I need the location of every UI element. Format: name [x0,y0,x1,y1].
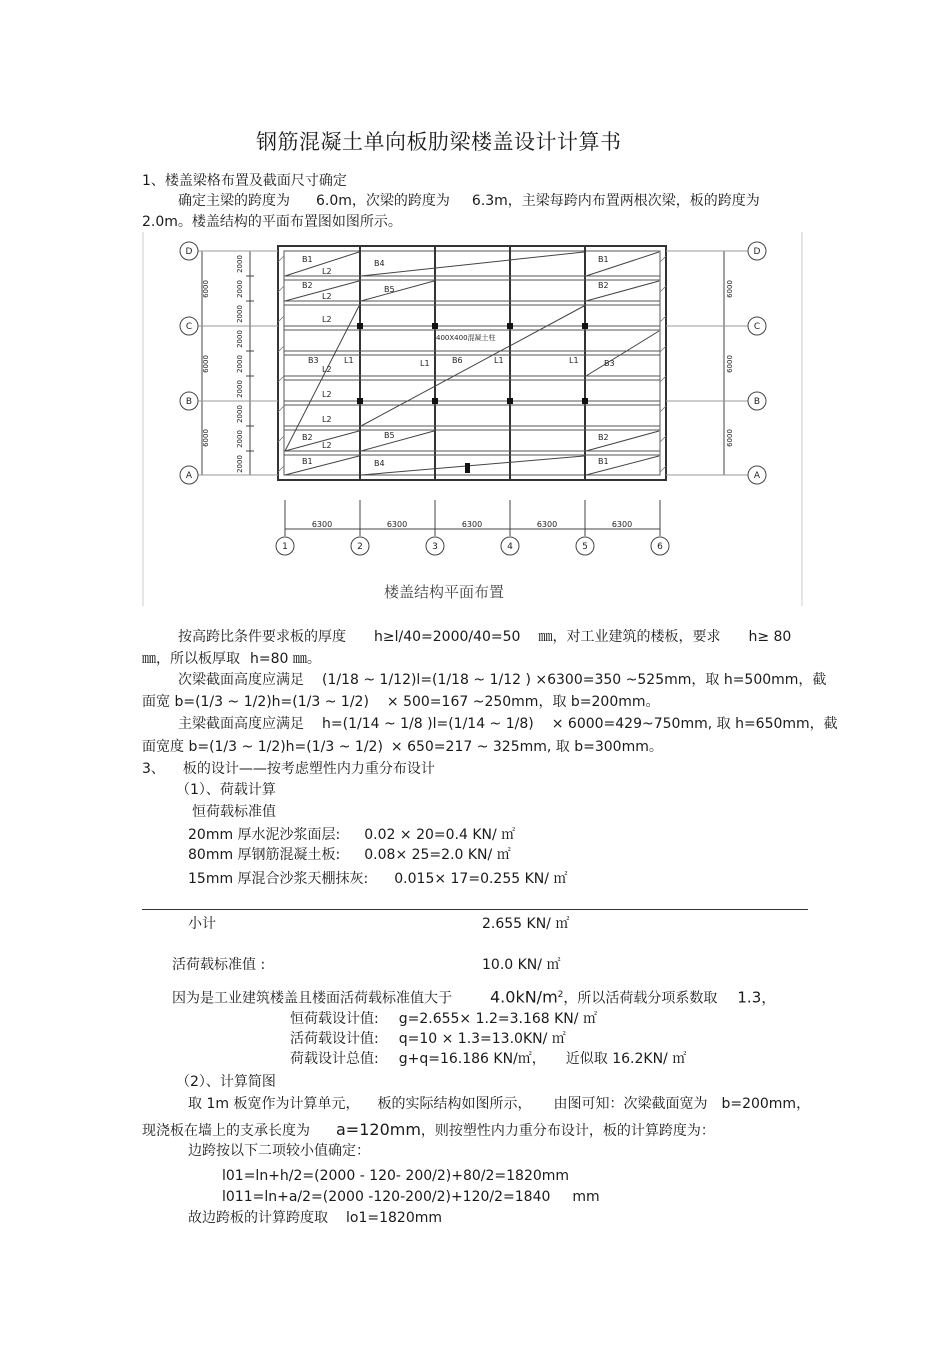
slab-label: B3 [308,356,319,365]
beam-label: L2 [322,365,332,374]
slab-label: B5 [384,431,395,440]
axis-bubble-letter: C [753,322,761,332]
beam-label: L2 [322,390,332,399]
column-note: 400X400混凝土柱 [436,334,496,342]
beam-label: L2 [322,415,332,424]
slab-label: B6 [452,356,463,365]
load-row-1: 20mm 厚水泥沙浆面层: 0.02 × 20=0.4 KN/ ㎡ [188,827,516,843]
beam-label: L2 [322,315,332,324]
axis-bubble-number: 2 [357,542,363,552]
span-label: 6300 [386,520,408,529]
live-load-label: 活荷载标准值 : [172,957,266,973]
subsection-calc-diagram: （2）、计算简图 [176,1074,276,1090]
dimension-label: 6000 [202,280,210,298]
paragraph-4-line-2: 面宽度 b=(1/3 ~ 1/2)h=(1/3 ~ 1/2) × 650=217 ~ 325mm, 取 b=300mm。 [142,739,663,755]
slab-label: B2 [302,281,313,290]
slab-label: B1 [598,255,609,264]
design-total-load: 荷载设计总值: g+q=16.186 KN/㎡， 近似取 16.2KN/ ㎡ [290,1051,687,1067]
dimension-label: 6000 [202,429,210,447]
axis-bubble-letter: A [185,471,193,481]
paragraph-2-line-1: 按高跨比条件要求板的厚度 h≥l/40=2000/40=50 ㎜，对工业建筑的楼板，要求 h≥ 80 [178,629,792,645]
slab-label: B5 [384,285,395,294]
section-1-heading: 1、楼盖梁格布置及截面尺寸确定 [142,173,347,189]
axis-bubble-letter: B [185,397,193,407]
dimension-label: 2000 [236,455,244,473]
paragraph-3-line-2: 面宽 b=(1/3 ~ 1/2)h=(1/3 ~ 1/2) × 500=167 ~250mm，取 b=200mm。 [142,694,660,710]
span-label: 6300 [536,520,558,529]
beam-label: L1 [569,356,579,365]
beam-label: L1 [344,356,354,365]
dead-load-std-heading: 恒荷载标准值 [192,804,276,820]
span-label: 6300 [461,520,483,529]
dimension-label: 6000 [726,355,734,373]
beam-label: L1 [494,356,504,365]
dimension-label: 2000 [236,380,244,398]
formula-1: l01=ln+h/2=(2000 - 120- 200/2)+80/2=1820mm [222,1168,570,1184]
load-row-3: 15mm 厚混合沙浆天棚抹灰: 0.015× 17=0.255 KN/ ㎡ [188,871,568,887]
beam-label: L2 [322,292,332,301]
axis-bubble-number: 3 [432,542,438,552]
floor-plan-drawing [142,232,804,606]
paragraph-1-line-1: 确定主梁的跨度为 6.0m，次梁的跨度为 6.3m，主梁每跨内布置两根次梁，板的跨度为 [178,193,760,209]
paragraph-2-line-2: ㎜，所以板厚取 h=80 ㎜。 [142,651,321,667]
dimension-label: 2000 [236,330,244,348]
dimension-label: 2000 [236,255,244,273]
slab-label: B1 [598,457,609,466]
dimension-label: 6000 [726,429,734,447]
slab-label: B1 [302,255,313,264]
paragraph-4-line-1: 主梁截面高度应满足 h=(1/14 ~ 1/8 )l=(1/14 ~ 1/8) × 6000=429~750mm, 取 h=650mm，截 [178,716,838,732]
slab-label: B3 [604,359,615,368]
subsection-load-calc: （1）、荷载计算 [176,782,276,798]
dimension-label: 2000 [236,355,244,373]
axis-bubble-number: 4 [507,542,513,552]
dimension-label: 6000 [726,280,734,298]
section-3-heading: 3、 板的设计——按考虑塑性内力重分布设计 [142,761,435,777]
dimension-label: 2000 [236,405,244,423]
formula-3: 故边跨板的计算跨度取 lo1=1820mm [188,1210,442,1226]
axis-bubble-letter: B [753,397,761,407]
slab-label: B4 [374,259,385,268]
axis-bubble-letter: D [753,247,761,257]
axis-bubble-letter: A [753,471,761,481]
span-label: 6300 [311,520,333,529]
paragraph-3-line-1: 次梁截面高度应满足 (1/18 ~ 1/12)l=(1/18 ~ 1/12 ) ×6300=350 ~525mm，取 h=500mm，截 [178,672,827,688]
paragraph-6: 现浇板在墙上的支承长度为 a=120mm，则按塑性内力重分布设计，板的计算跨度为： [142,1120,715,1139]
dimension-label: 2000 [236,430,244,448]
slab-label: B2 [598,433,609,442]
subtotal-label: 小计 [188,916,216,932]
subtotal-value: 2.655 KN/ ㎡ [482,916,570,932]
span-label: 6300 [611,520,633,529]
page-title: 钢筋混凝土单向板肋梁楼盖设计计算书 [256,130,622,154]
design-live-load: 活荷载设计值: q=10 × 1.3=13.0KN/ ㎡ [290,1031,566,1047]
dimension-label: 6000 [202,355,210,373]
beam-label: L2 [322,441,332,450]
plan-caption: 楼盖结构平面布置 [383,583,505,601]
paragraph-5: 取 1m 板宽作为计算单元， 板的实际结构如图所示， 由图可知：次梁截面宽为 b=200mm， [188,1096,811,1112]
slab-label: B4 [374,459,385,468]
axis-bubble-letter: D [185,247,193,257]
paragraph-1-line-2: 2.0m。楼盖结构的平面布置图如图所示。 [142,214,402,230]
live-load-factor-note: 因为是工业建筑楼盖且楼面活荷载标准值大于 $4.0kN/m^2$，所以活荷载分项系数取 1.3， [172,987,777,1007]
load-row-2: 80mm 厚钢筋混凝土板: 0.08× 25=2.0 KN/ ㎡ [188,847,511,863]
slab-label: B2 [302,433,313,442]
axis-bubble-number: 6 [657,542,663,552]
dimension-label: 2000 [236,305,244,323]
beam-label: L1 [420,359,430,368]
slab-label: B2 [598,281,609,290]
axis-bubble-number: 5 [582,542,588,552]
axis-bubble-number: 1 [282,542,288,552]
dimension-label: 2000 [236,280,244,298]
design-dead-load: 恒荷载设计值: g=2.655× 1.2=3.168 KN/ ㎡ [290,1011,597,1027]
live-load-value: 10.0 KN/ ㎡ [482,957,561,973]
beam-label: L2 [322,267,332,276]
formula-2: l011=ln+a/2=(2000 -120-200/2)+120/2=1840 mm [222,1189,600,1205]
axis-bubble-letter: C [185,322,193,332]
slab-label: B1 [302,457,313,466]
paragraph-7: 边跨按以下二项较小值确定： [188,1143,370,1159]
subtotal-rule [142,909,808,910]
